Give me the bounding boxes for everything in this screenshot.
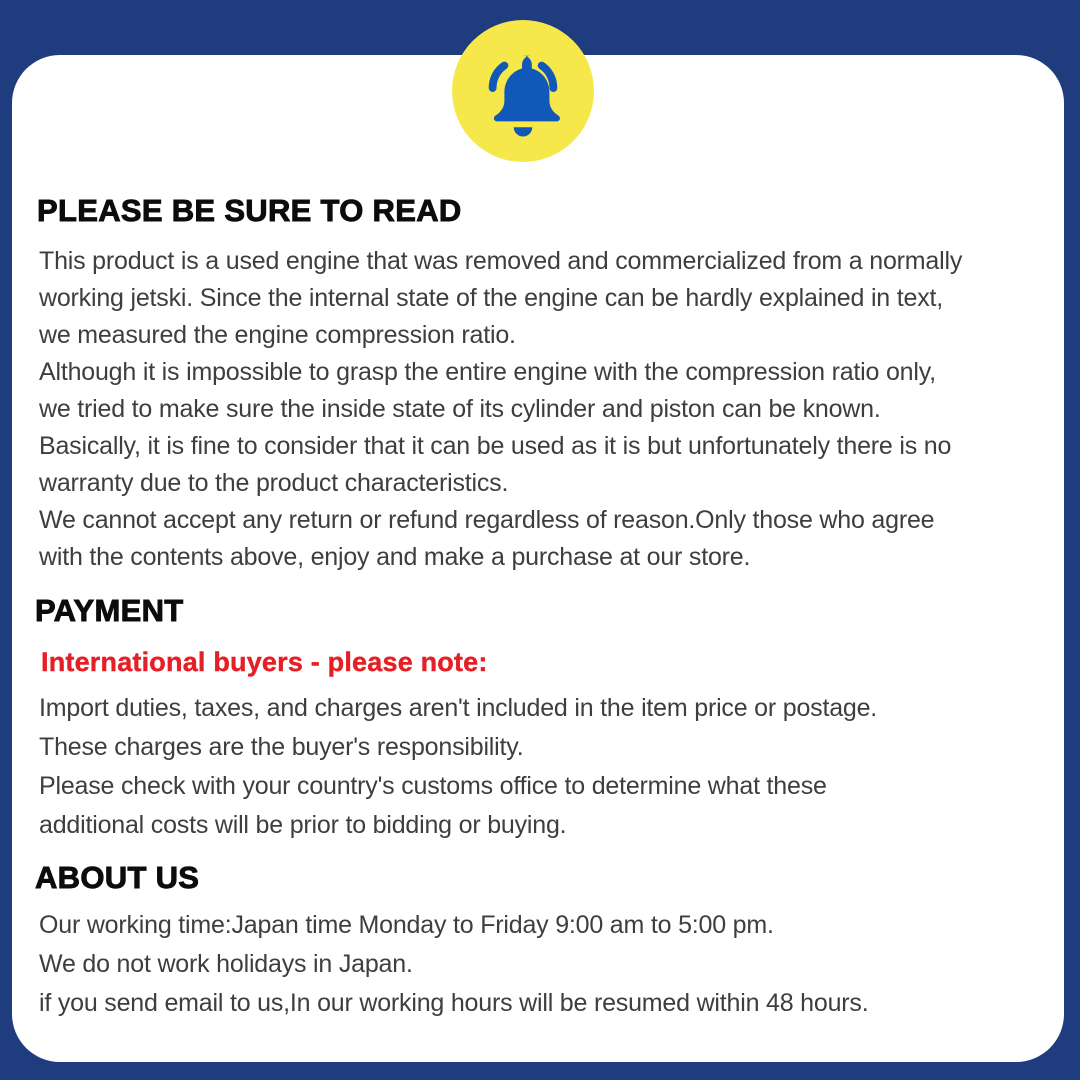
international-buyers-note: International buyers - please note:: [41, 647, 488, 677]
read-line: with the contents above, enjoy and make a purchase at our store.: [39, 543, 751, 571]
read-line: Although it is impossible to grasp the entire engine with the compression ratio only,: [39, 358, 936, 386]
payment-section-heading: PAYMENT: [35, 593, 184, 628]
read-line: We cannot accept any return or refund regardless of reason.Only those who agree: [39, 506, 935, 534]
notification-badge: [452, 20, 594, 162]
bell-ringing-icon: [476, 44, 570, 138]
read-line: we measured the engine compression ratio.: [39, 321, 516, 349]
about-line: Our working time:Japan time Monday to Friday 9:00 am to 5:00 pm.: [39, 911, 774, 939]
payment-line: additional costs will be prior to bidding or buying.: [39, 811, 567, 839]
payment-line: Import duties, taxes, and charges aren't included in the item price or postage.: [39, 694, 878, 722]
about-line: if you send email to us,In our working hours will be resumed within 48 hours.: [39, 989, 869, 1017]
read-section-heading: PLEASE BE SURE TO READ: [37, 193, 462, 228]
payment-section-paragraphs: [39, 689, 1044, 845]
read-line: Basically, it is fine to consider that it can be used as it is but unfortunately there is no: [39, 432, 952, 460]
payment-line: These charges are the buyer's responsibility.: [39, 733, 524, 761]
read-line: This product is a used engine that was removed and commercialized from a normally: [39, 247, 963, 275]
about-section-paragraphs: [39, 906, 1044, 1023]
notice-card: [12, 55, 1064, 1062]
read-line: working jetski. Since the internal state of the engine can be hardly explained in text,: [39, 284, 943, 312]
read-line: we tried to make sure the inside state of its cylinder and piston can be known.: [39, 395, 881, 423]
about-line: We do not work holidays in Japan.: [39, 950, 413, 978]
read-line: warranty due to the product characteristics.: [39, 469, 509, 497]
about-section-heading: ABOUT US: [35, 860, 200, 895]
payment-line: Please check with your country's customs office to determine what these: [39, 772, 827, 800]
read-section-paragraphs: [39, 243, 1044, 576]
